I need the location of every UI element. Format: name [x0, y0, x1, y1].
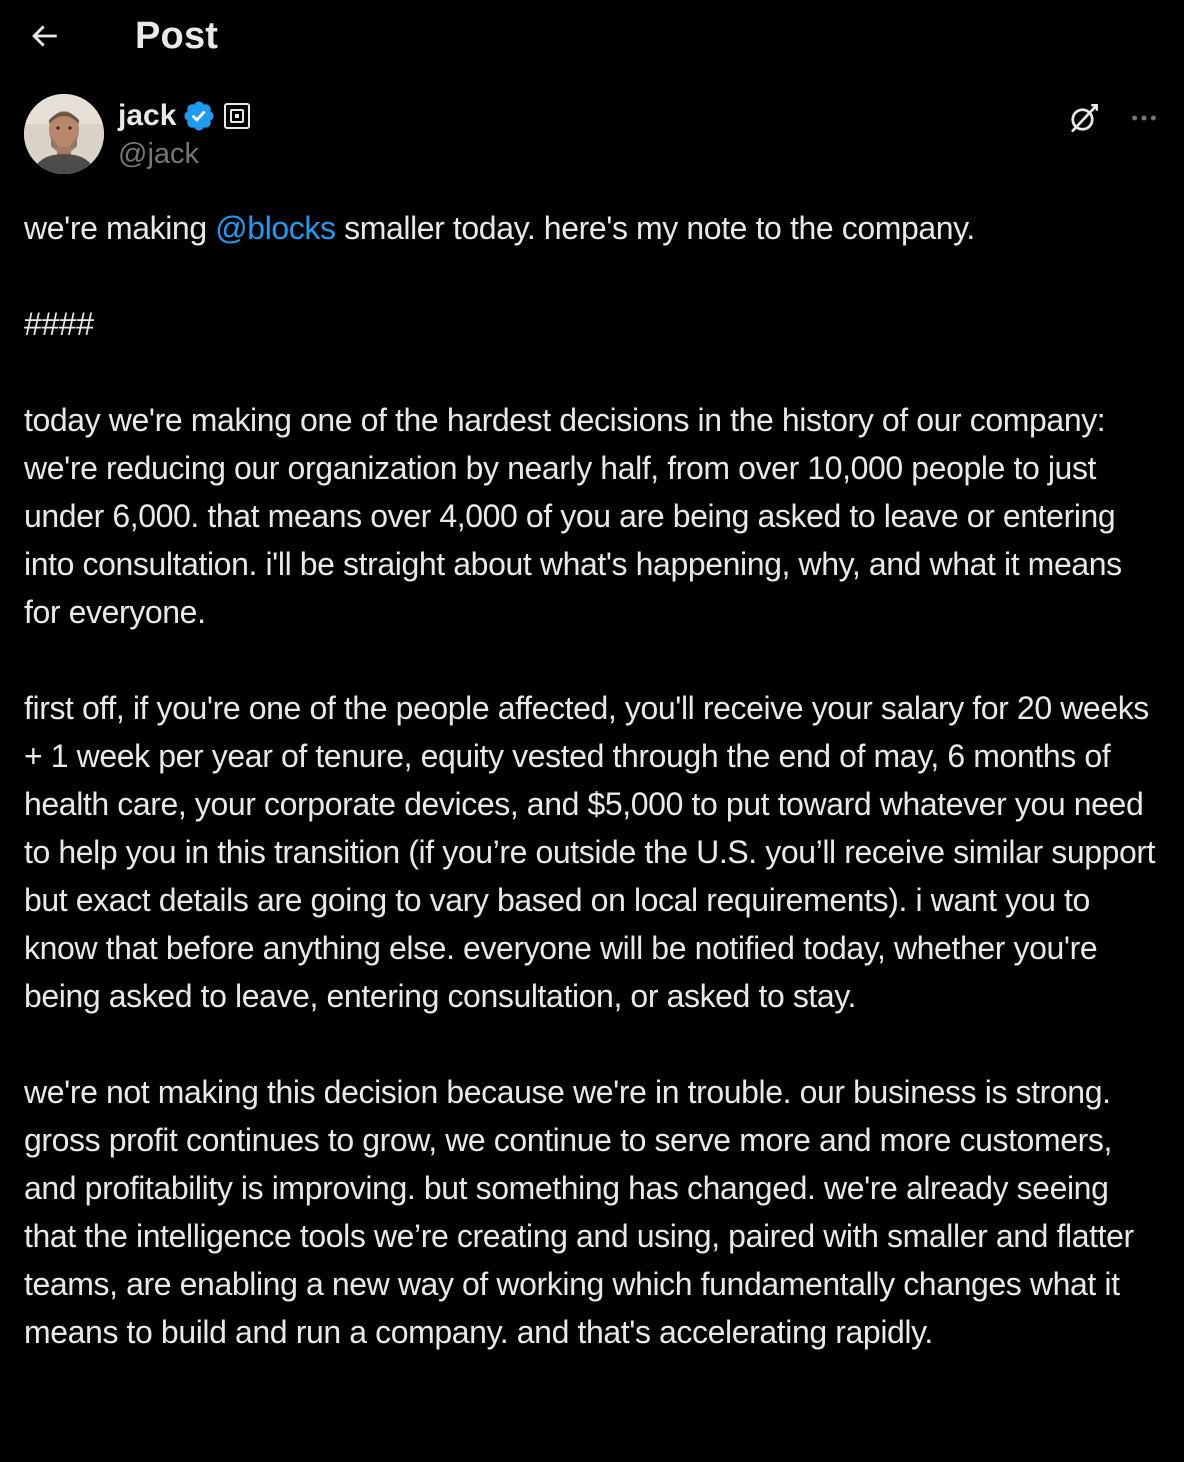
- avatar[interactable]: [24, 94, 104, 174]
- post-paragraph-3: we're not making this decision because we're in trouble. our business is strong. gross profit continues to grow, we continue to serve more and more customers, and profitability is improving. but something has changed. we're already seeing that the intelligence tools we’re creating and using, paired with smaller and flatter teams, are enabling a new way of working which fundamentally changes what it means to build and run a company. and that's accelerating rapidly.: [24, 1074, 1134, 1350]
- page-title: Post: [135, 15, 219, 57]
- post-paragraph-1: today we're making one of the hardest decisions in the history of our company: we're reducing our organization by nearly half, from over 10,000 people to just under 6,000. that means over 4,000 of you are being asked to leave or entering into consultation. i'll be straight about what's happening, why, and what it means for everyone.: [24, 402, 1122, 630]
- intro-suffix: smaller today. here's my note to the company.: [335, 210, 975, 246]
- name-line: [118, 96, 250, 136]
- display-name[interactable]: jack: [118, 99, 177, 132]
- grok-slash-icon: [1066, 100, 1102, 136]
- user-handle[interactable]: @jack: [118, 138, 200, 170]
- grok-button[interactable]: [1062, 96, 1106, 140]
- post-separator: ####: [24, 306, 94, 342]
- avatar-image: [24, 94, 104, 174]
- back-button[interactable]: [22, 14, 66, 58]
- arrow-left-icon: [27, 19, 61, 53]
- post-paragraph-2: first off, if you're one of the people affected, you'll receive your salary for 20 weeks + 1 week per year of tenure, equity vested through the end of may, 6 months of health care, your corporate devices, and $5,000 to put toward whatever you need to help you in this transition (if you’re outside the U.S. you’ll receive similar support but exact details are going to vary based on local requirements). i want you to know that before anything else. everyone will be notified today, whether you're being asked to leave, entering consultation, or asked to stay.: [24, 690, 1156, 1014]
- more-options-button[interactable]: [1122, 96, 1166, 140]
- post-text: [24, 204, 1164, 1404]
- mention-link-blocks[interactable]: @blocks: [215, 210, 336, 246]
- more-dots-icon: [1128, 102, 1160, 134]
- verified-check-icon[interactable]: [182, 99, 216, 133]
- affiliation-square-icon[interactable]: [224, 103, 250, 129]
- post-author: [0, 92, 1184, 182]
- top-bar: [0, 0, 1184, 76]
- intro-prefix: we're making: [24, 210, 216, 246]
- post-intro-line: [24, 204, 1164, 252]
